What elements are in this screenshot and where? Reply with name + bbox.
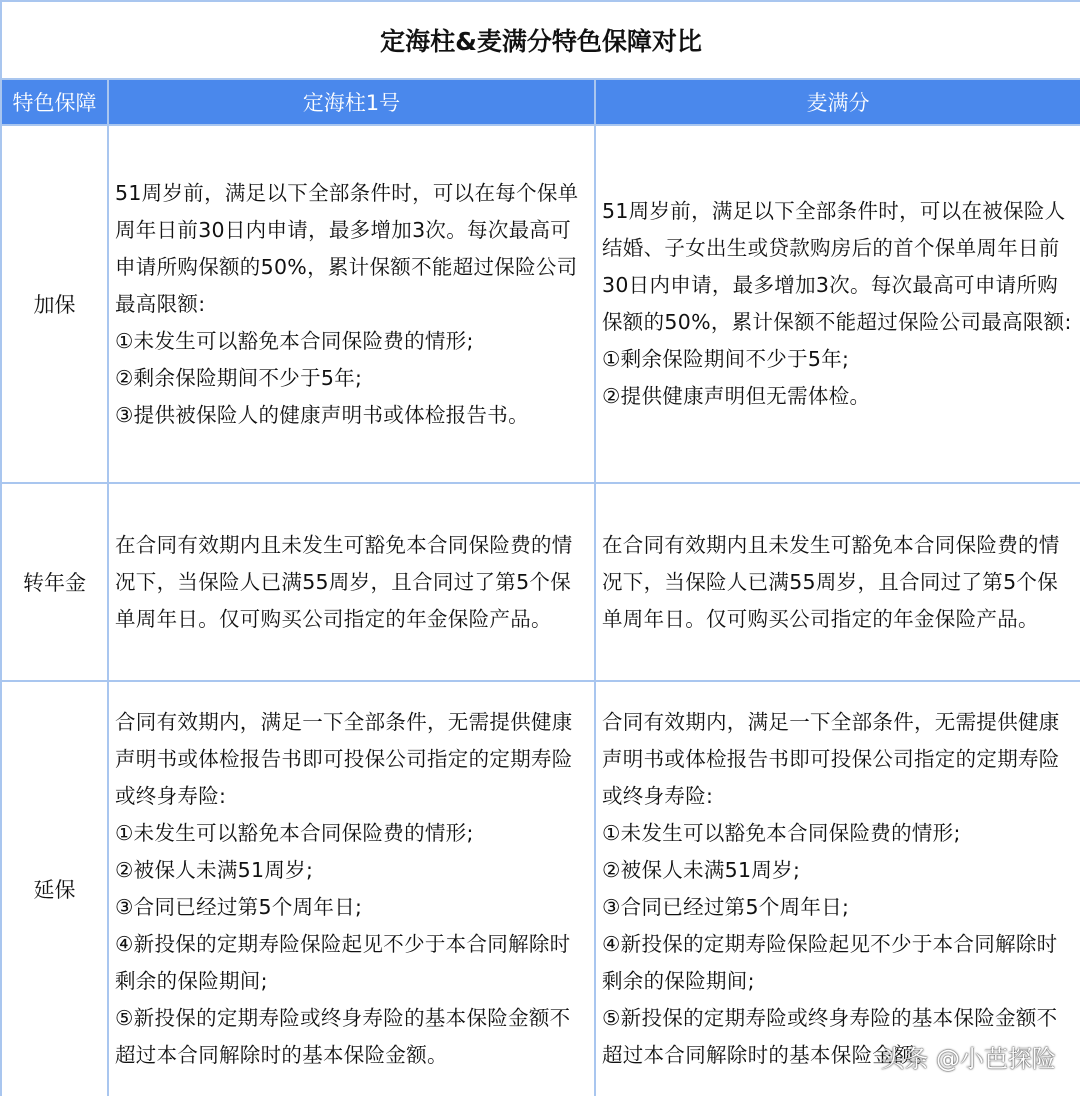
feature-label: 加保 bbox=[1, 125, 108, 483]
header-product-b: 麦满分 bbox=[595, 79, 1080, 125]
table-row bbox=[1, 681, 1080, 1096]
table-title: 定海柱&麦满分特色保障对比 bbox=[1, 1, 1080, 79]
product-a-cell: 51周岁前，满足以下全部条件时，可以在每个保单周年日前30日内申请，最多增加3次。每次最高可申请所购保额的50%，累计保额不能超过保险公司最高限额: ①未发生可以豁免本合同保险费的情形; ②剩余保险期间不少于5年; ③提供被保险人的健康声明书或体检报告书。 bbox=[108, 125, 595, 483]
header-product-a: 定海柱1号 bbox=[108, 79, 595, 125]
table-row bbox=[1, 125, 1080, 483]
table-row bbox=[1, 483, 1080, 681]
product-b-cell: 在合同有效期内且未发生可豁免本合同保险费的情况下，当保险人已满55周岁，且合同过了第5个保单周年日。仅可购买公司指定的年金保险产品。 bbox=[595, 483, 1080, 681]
feature-label: 转年金 bbox=[1, 483, 108, 681]
feature-label: 延保 bbox=[1, 681, 108, 1096]
watermark: 头条 @小芭探险 bbox=[880, 1045, 1056, 1073]
product-a-cell: 在合同有效期内且未发生可豁免本合同保险费的情况下，当保险人已满55周岁，且合同过了第5个保单周年日。仅可购买公司指定的年金保险产品。 bbox=[108, 483, 595, 681]
product-b-cell: 合同有效期内，满足一下全部条件，无需提供健康声明书或体检报告书即可投保公司指定的定期寿险或终身寿险: ①未发生可以豁免本合同保险费的情形; ②被保人未满51周岁; ③合同已经过第5个周年日; ④新投保的定期寿险保险起见不少于本合同解除时剩余的保险期间; ⑤新投保的定期寿险或终身寿险的基本保险金额不超过本合同解除时的基本保险金额。 bbox=[595, 681, 1080, 1096]
header-feature: 特色保障 bbox=[1, 79, 108, 125]
product-a-cell: 合同有效期内，满足一下全部条件，无需提供健康声明书或体检报告书即可投保公司指定的定期寿险或终身寿险: ①未发生可以豁免本合同保险费的情形; ②被保人未满51周岁; ③合同已经过第5个周年日; ④新投保的定期寿险保险起见不少于本合同解除时剩余的保险期间; ⑤新投保的定期寿险或终身寿险的基本保险金额不超过本合同解除时的基本保险金额。 bbox=[108, 681, 595, 1096]
product-b-cell: 51周岁前，满足以下全部条件时，可以在被保险人结婚、子女出生或贷款购房后的首个保单周年日前30日内申请，最多增加3次。每次最高可申请所购保额的50%，累计保额不能超过保险公司最高限额: ①剩余保险期间不少于5年; ②提供健康声明但无需体检。 bbox=[595, 125, 1080, 483]
